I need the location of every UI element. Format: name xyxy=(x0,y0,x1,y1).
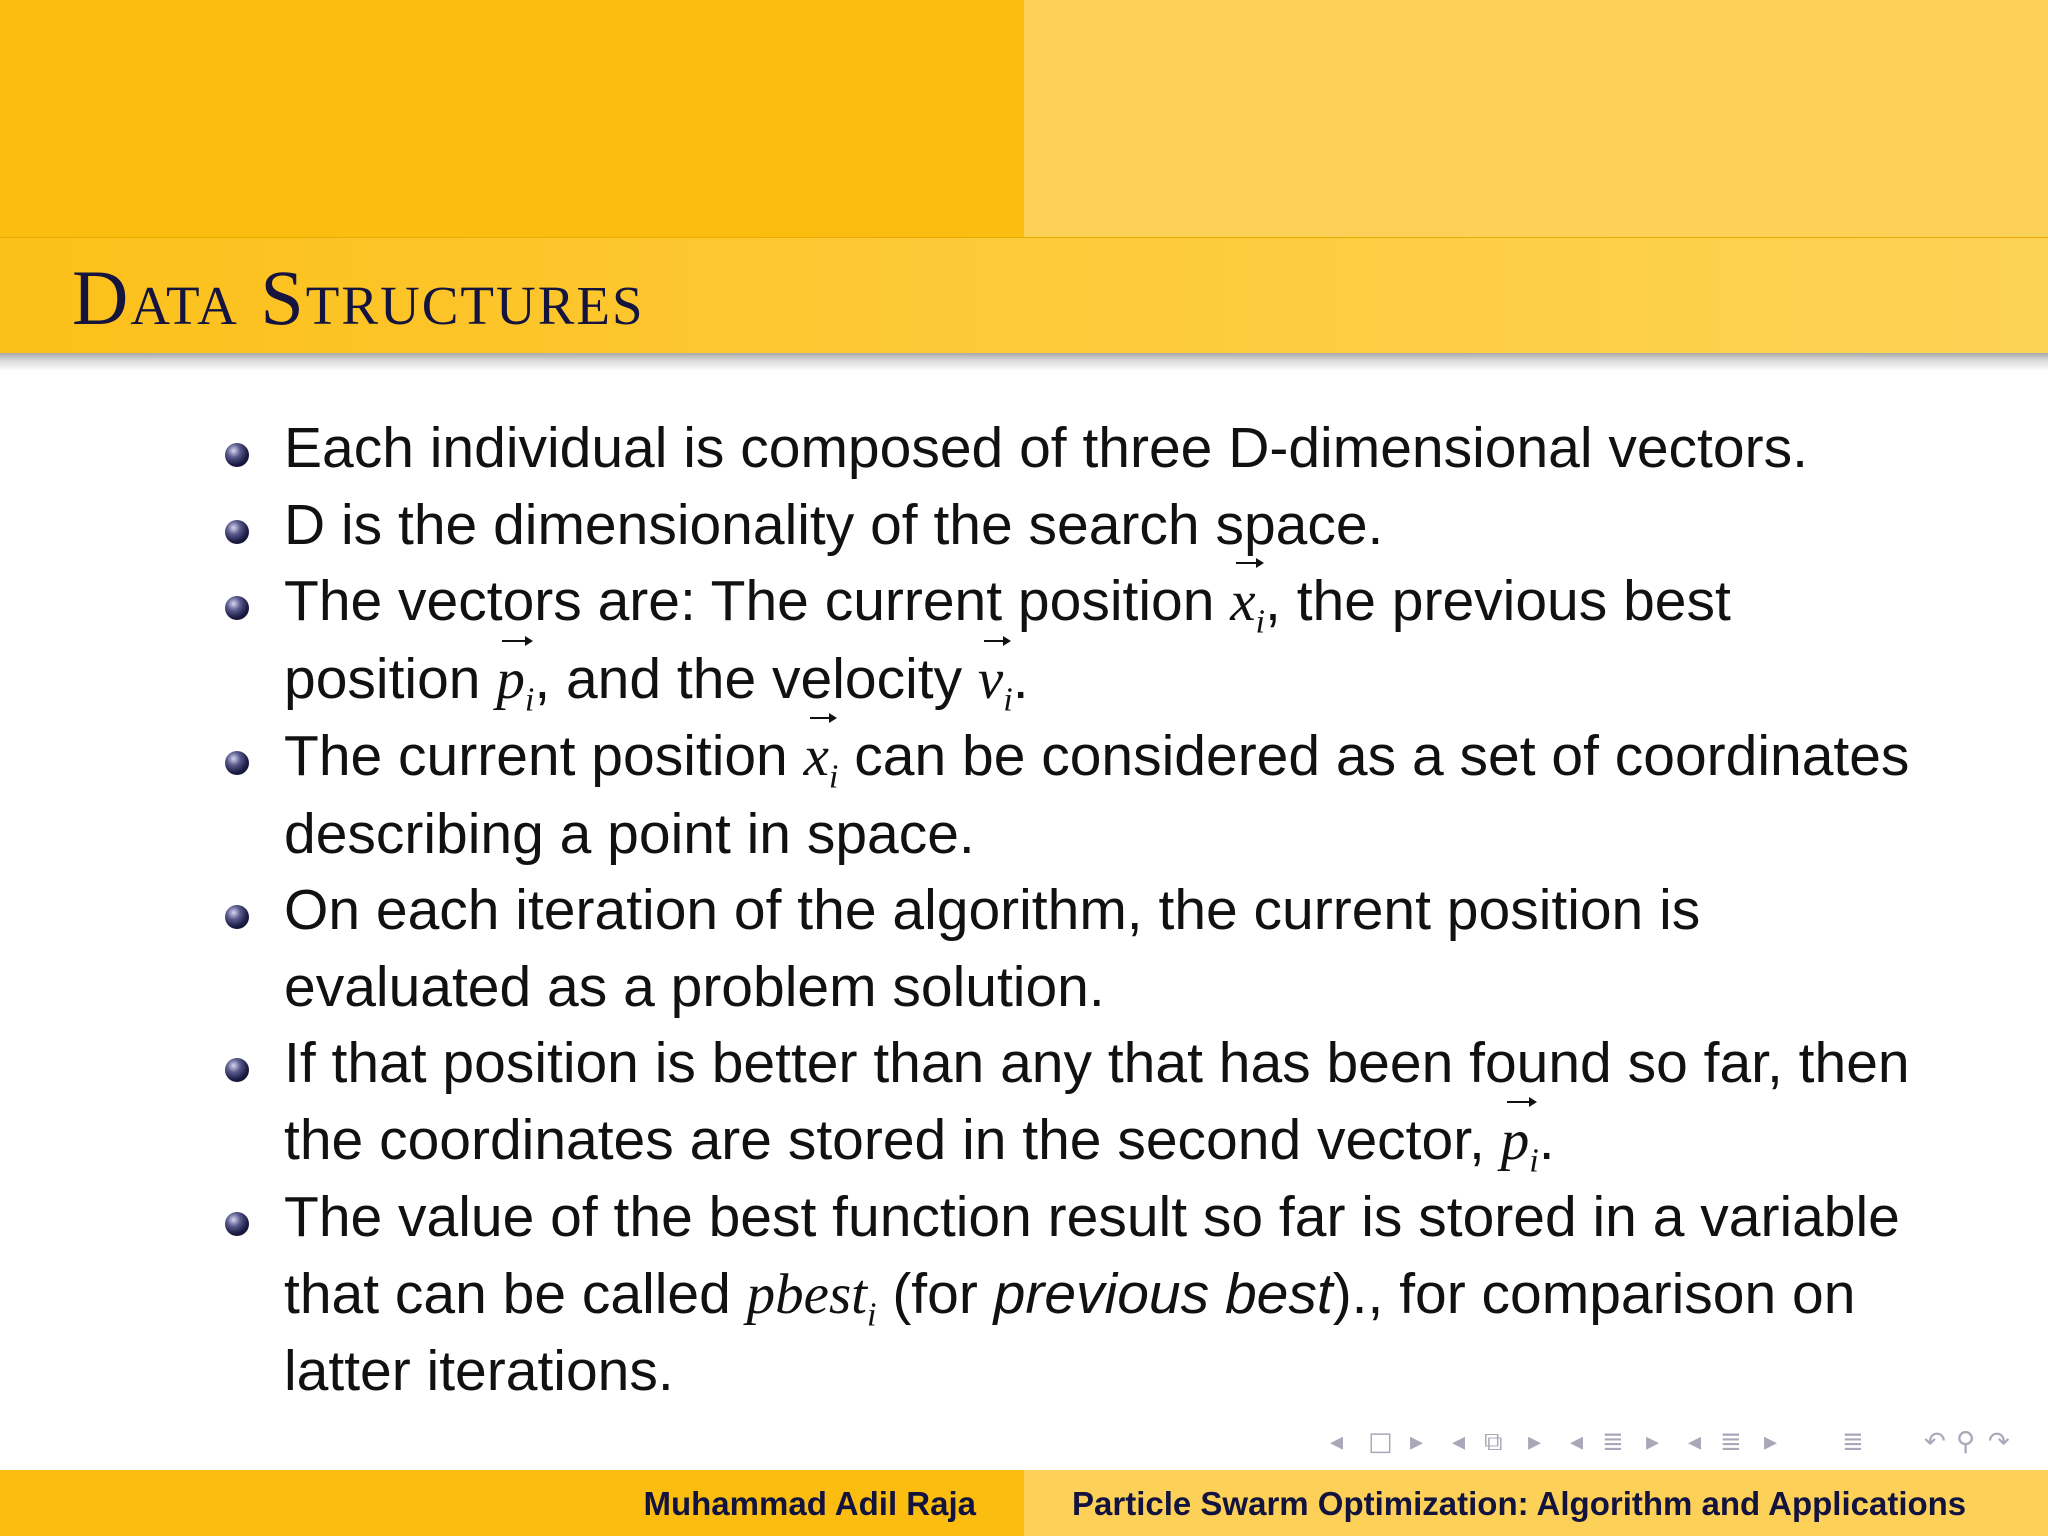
vector-subscript: i xyxy=(1255,603,1266,641)
vector-symbol: v xyxy=(978,642,1003,719)
vector-p-i xyxy=(1500,1108,1539,1179)
bullet-item xyxy=(217,487,1917,564)
prev-arrow-icon[interactable]: ◂ xyxy=(1688,1427,1702,1457)
bullet-item xyxy=(217,718,1917,872)
bullet-item xyxy=(217,1025,1917,1179)
bullet-text: . xyxy=(1538,1107,1555,1172)
next-arrow-icon[interactable]: ▸ xyxy=(1764,1427,1778,1457)
bullet-text: On each iteration of the algorithm, the current position is evaluated as a problem solution. xyxy=(284,878,1701,1019)
bullet-text: The value of the best function result so far is stored in a variable that can be called xyxy=(284,1185,1900,1326)
header-right-panel xyxy=(1024,0,2048,237)
footer-author: Muhammad Adil Raja xyxy=(643,1485,976,1522)
vector-subscript: i xyxy=(828,758,839,796)
subsection-icon[interactable]: ⧉ xyxy=(1484,1427,1503,1457)
italic-term: previous best xyxy=(993,1261,1333,1326)
bullet-item xyxy=(217,410,1917,487)
bullet-ball-icon xyxy=(225,1058,249,1082)
prev-arrow-icon[interactable]: ◂ xyxy=(1452,1427,1466,1457)
vector-p-i xyxy=(496,647,535,718)
bullet-text: can be considered as a set of coordinates describing a point in space. xyxy=(284,724,1910,866)
bullet-text: , the previous best position xyxy=(284,569,1731,711)
document-icon[interactable]: ≣ xyxy=(1720,1427,1742,1457)
bullet-ball-icon xyxy=(225,443,249,467)
footer-right-panel xyxy=(1024,1470,2048,1536)
bullet-text: . xyxy=(1012,646,1029,711)
header-band xyxy=(0,0,2048,237)
forward-icon[interactable]: ↷ xyxy=(1988,1427,2010,1457)
header-left-panel xyxy=(0,0,1024,237)
title-bar-shadow xyxy=(0,353,2048,371)
vector-subscript: i xyxy=(524,680,535,718)
variable-name: pbest xyxy=(746,1262,867,1326)
next-arrow-icon[interactable]: ▸ xyxy=(1410,1427,1424,1457)
prev-arrow-icon[interactable]: ◂ xyxy=(1330,1427,1344,1457)
bullet-text: The vectors are: The current position xyxy=(284,569,1231,633)
next-arrow-icon[interactable]: ▸ xyxy=(1646,1427,1660,1457)
toc-icon[interactable]: ≣ xyxy=(1842,1427,1864,1457)
variable-subscript: i xyxy=(866,1295,877,1333)
bullet-ball-icon xyxy=(225,905,249,929)
pbest-variable xyxy=(746,1262,877,1333)
footer-left-panel xyxy=(0,1470,1024,1536)
vector-x-i xyxy=(1230,570,1266,641)
bullet-text: The current position xyxy=(284,724,804,788)
vector-symbol: x xyxy=(1230,564,1255,641)
back-icon[interactable]: ↶ xyxy=(1924,1427,1946,1457)
vector-subscript: i xyxy=(1003,680,1013,718)
vector-subscript: i xyxy=(1529,1141,1539,1179)
beamer-navigation-controls xyxy=(1330,1422,2035,1462)
search-icon[interactable]: ⚲ xyxy=(1956,1427,1976,1457)
vector-symbol: p xyxy=(1501,1103,1530,1180)
bullet-ball-icon xyxy=(225,751,249,775)
section-icon[interactable]: ≣ xyxy=(1602,1427,1624,1457)
bullet-item xyxy=(217,563,1917,718)
bullet-text: If that position is better than any that has been found so far, then the coordinates are stored in the second vector, xyxy=(284,1031,1910,1172)
bullet-text: Each individual is composed of three D-dimensional vectors. xyxy=(284,416,1808,480)
prev-arrow-icon[interactable]: ◂ xyxy=(1570,1427,1584,1457)
bullet-item xyxy=(217,872,1917,1025)
next-arrow-icon[interactable]: ▸ xyxy=(1528,1427,1542,1457)
bullet-ball-icon xyxy=(225,596,249,620)
vector-symbol: p xyxy=(496,642,525,719)
bullet-text: D is the dimensionality of the search space. xyxy=(284,492,1384,557)
bullet-ball-icon xyxy=(225,520,249,544)
vector-symbol: x xyxy=(804,719,829,796)
vector-x-i xyxy=(803,725,839,796)
frame-icon[interactable]: □ xyxy=(1368,1427,1393,1457)
bullet-text: )., for comparison on latter iterations. xyxy=(284,1261,1856,1403)
vector-v-i xyxy=(977,647,1013,718)
bullet-item xyxy=(217,1179,1917,1410)
frame-title: Data Structures xyxy=(72,254,645,341)
bullet-text: (for xyxy=(876,1261,994,1326)
bullet-list xyxy=(217,410,1917,1410)
bullet-text: , and the velocity xyxy=(534,646,978,711)
bullet-ball-icon xyxy=(225,1212,249,1236)
footer-presentation-title: Particle Swarm Optimization: Algorithm and Applications xyxy=(1072,1485,1967,1522)
